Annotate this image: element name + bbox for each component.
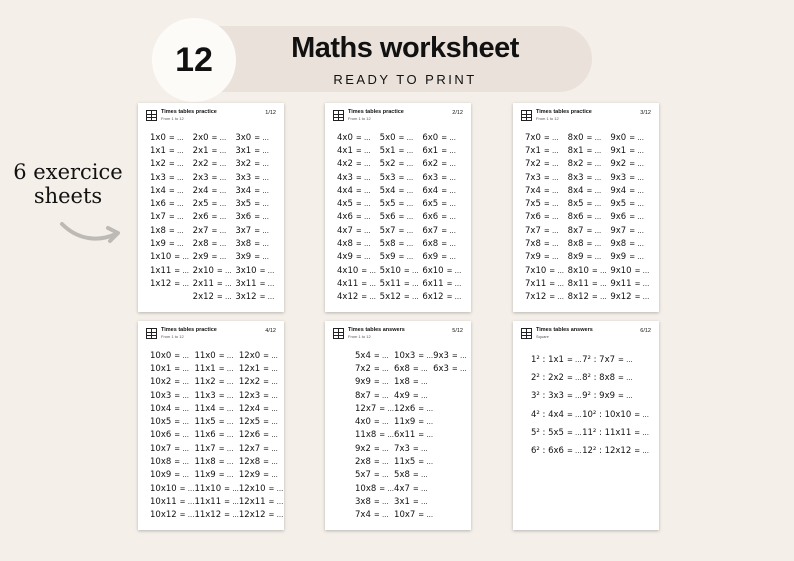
exercise-item: 9x4 = ... [610, 185, 644, 196]
exercise-item: 10x0 = ... [150, 350, 190, 361]
sheet-subtitle: From 1 to 12 [536, 116, 559, 121]
exercise-item: 9x12 = ... [610, 292, 650, 303]
exercise-item: 4x8 = ... [337, 239, 371, 250]
exercise-item: 5x8 = ... [379, 239, 414, 250]
exercise-item: 5² : 5x5 = ... [531, 427, 582, 438]
exercise-item: 12x4 = ... [238, 403, 278, 414]
sheet-page-number: 1/12 [265, 110, 276, 116]
exercise-item: 10x7 = ... [150, 443, 190, 454]
exercise-item: 4x0 = ... [337, 132, 371, 143]
sheet-title: Times tables answers [536, 327, 593, 333]
exercise-item: 3x5 = ... [235, 199, 269, 210]
exercise-item: 10x3 = ... [394, 350, 434, 361]
exercise-item: 3x10 = ... [235, 265, 275, 276]
exercise-item: 4² : 4x4 = ... [531, 409, 582, 420]
exercise-item: 7x2 = ... [525, 159, 559, 170]
exercise-item: 12x7 = ... [238, 443, 278, 454]
exercise-item: 12x8 = ... [238, 457, 278, 468]
exercise-item: 6x10 = ... [422, 265, 462, 276]
worksheet-sheet [325, 103, 471, 312]
exercise-item: 11x2 = ... [194, 377, 234, 388]
exercise-item: 3x0 = ... [235, 132, 269, 143]
exercise-item: 1x9 = ... [150, 239, 184, 250]
side-label: 6 exercice sheets [13, 160, 123, 208]
sheet-page-number: 2/12 [452, 110, 463, 116]
exercise-item: 5x6 = ... [379, 212, 414, 223]
exercise-item: 3x9 = ... [235, 252, 269, 263]
exercise-item: 6x9 = ... [422, 252, 456, 263]
exercise-item: 4x6 = ... [337, 212, 371, 223]
exercise-item: 7x11 = ... [525, 279, 565, 290]
exercise-item: 10x11 = ... [150, 497, 195, 508]
exercise-item: 12x6 = ... [238, 430, 278, 441]
exercise-item: 9x5 = ... [610, 199, 644, 210]
exercise-item: 6x1 = ... [422, 145, 456, 156]
exercise-item: 8x4 = ... [567, 185, 602, 196]
exercise-item: 3x1 = ... [235, 145, 269, 156]
exercise-item: 9x0 = ... [610, 132, 644, 143]
worksheet-sheet [513, 103, 659, 312]
exercise-item: 1x8 = ... [394, 377, 428, 388]
sheet-page-number: 3/12 [640, 110, 651, 116]
table-icon [521, 328, 532, 339]
exercise-item: 7x4 = ... [355, 510, 389, 521]
sheet-title: Times tables practice [348, 109, 404, 115]
sheet-title: Times tables practice [536, 109, 592, 115]
exercise-item: 2x12 = ... [192, 292, 232, 303]
exercise-item: 2x1 = ... [192, 145, 227, 156]
exercise-item: 5x4 = ... [355, 350, 389, 361]
exercise-item: 8x5 = ... [567, 199, 602, 210]
exercise-item: 2x0 = ... [192, 132, 227, 143]
exercise-item: 5x7 = ... [379, 225, 414, 236]
exercise-item: 11x5 = ... [394, 457, 434, 468]
exercise-item: 6x7 = ... [422, 225, 456, 236]
exercise-item: 3x1 = ... [394, 497, 428, 508]
exercise-item: 9x6 = ... [610, 212, 644, 223]
exercise-item: 7x2 = ... [355, 363, 389, 374]
exercise-grid [531, 351, 649, 460]
exercise-grid [150, 131, 278, 304]
exercise-item: 12x6 = ... [394, 403, 434, 414]
exercise-item: 4x4 = ... [337, 185, 371, 196]
sheet-subtitle: Square [536, 334, 549, 339]
exercise-item: 12x0 = ... [238, 350, 278, 361]
exercise-item: 7x10 = ... [525, 265, 565, 276]
exercise-item: 10x9 = ... [150, 470, 190, 481]
exercise-item: 10x7 = ... [394, 510, 434, 521]
worksheet-sheet [513, 321, 659, 530]
exercise-item: 12x1 = ... [238, 363, 278, 374]
exercise-item: 2x10 = ... [192, 265, 232, 276]
sheet-count: 12 [175, 40, 213, 79]
exercise-item: 2x3 = ... [192, 172, 227, 183]
exercise-item: 1x12 = ... [150, 279, 190, 290]
sheet-subtitle: From 1 to 12 [348, 116, 371, 121]
exercise-item: 4x0 = ... [355, 417, 389, 428]
exercise-item: 3x11 = ... [235, 279, 275, 290]
exercise-item: 1x3 = ... [150, 172, 184, 183]
table-icon [146, 110, 157, 121]
exercise-item: 5x9 = ... [379, 252, 414, 263]
exercise-item: 11x10 = ... [194, 483, 239, 494]
exercise-item: 3² : 3x3 = ... [531, 391, 582, 402]
exercise-item: 10x10 = ... [150, 483, 195, 494]
exercise-item: 4x7 = ... [394, 483, 428, 494]
exercise-item: 10x2 = ... [150, 377, 190, 388]
exercise-item: 11x1 = ... [194, 363, 234, 374]
exercise-item: 4x5 = ... [337, 199, 371, 210]
exercise-item: 10x3 = ... [150, 390, 190, 401]
exercise-item: 4x12 = ... [337, 292, 377, 303]
exercise-item: 11x6 = ... [194, 430, 234, 441]
exercise-item: 4x11 = ... [337, 279, 377, 290]
exercise-item: 9x9 = ... [355, 377, 389, 388]
exercise-item: 11x7 = ... [194, 443, 234, 454]
exercise-item: 11x4 = ... [194, 403, 234, 414]
exercise-item: 9x11 = ... [610, 279, 650, 290]
exercise-item: 2x2 = ... [192, 159, 227, 170]
worksheet-sheet [138, 103, 284, 312]
exercise-item: 11² : 11x11 = ... [582, 427, 649, 438]
exercise-item: 8x1 = ... [567, 145, 602, 156]
exercise-item: 5x0 = ... [379, 132, 414, 143]
exercise-item: 1x0 = ... [150, 132, 184, 143]
sheet-title: Times tables practice [161, 109, 217, 115]
exercise-item: 5x5 = ... [379, 199, 414, 210]
sheet-subtitle: From 1 to 12 [161, 334, 184, 339]
exercise-item: 3x8 = ... [235, 239, 269, 250]
exercise-item: 1x10 = ... [150, 252, 190, 263]
exercise-item: 12x2 = ... [238, 377, 278, 388]
exercise-item: 8x3 = ... [567, 172, 602, 183]
exercise-item: 10x6 = ... [150, 430, 190, 441]
exercise-item: 3x4 = ... [235, 185, 269, 196]
exercise-item: 6x12 = ... [422, 292, 462, 303]
exercise-item: 10x5 = ... [150, 417, 190, 428]
exercise-item: 12x9 = ... [238, 470, 278, 481]
exercise-item: 6x2 = ... [422, 159, 456, 170]
exercise-item: 1x8 = ... [150, 225, 184, 236]
table-icon [333, 110, 344, 121]
sheet-header [146, 109, 276, 127]
exercise-item: 7x0 = ... [525, 132, 559, 143]
exercise-item: 7x5 = ... [525, 199, 559, 210]
sheet-page-number: 4/12 [265, 328, 276, 334]
exercise-item: 1x11 = ... [150, 265, 190, 276]
exercise-item: 8x11 = ... [567, 279, 607, 290]
exercise-item: 4x3 = ... [337, 172, 371, 183]
exercise-item: 2x11 = ... [192, 279, 232, 290]
exercise-item: 5x8 = ... [394, 470, 428, 481]
exercise-item: 5x7 = ... [355, 470, 389, 481]
exercise-item: 1x4 = ... [150, 185, 184, 196]
exercise-item: 11x3 = ... [194, 390, 234, 401]
exercise-item: 11x8 = ... [355, 430, 395, 441]
exercise-item: 8x7 = ... [355, 390, 389, 401]
exercise-item: 9x10 = ... [610, 265, 650, 276]
exercise-item: 6x0 = ... [422, 132, 456, 143]
exercise-item: 10x1 = ... [150, 363, 190, 374]
exercise-grid [337, 131, 465, 304]
exercise-item: 8x6 = ... [567, 212, 602, 223]
exercise-item: 2x8 = ... [192, 239, 227, 250]
exercise-item: 6x8 = ... [422, 239, 456, 250]
exercise-item: 1x6 = ... [150, 199, 184, 210]
exercise-item: 8x12 = ... [567, 292, 607, 303]
sheet-header [333, 109, 463, 127]
exercise-item: 9² : 9x9 = ... [582, 391, 633, 402]
exercise-item: 3x8 = ... [355, 497, 389, 508]
exercise-item: 5x3 = ... [379, 172, 414, 183]
sheet-subtitle: From 1 to 12 [348, 334, 371, 339]
exercise-item: 1x2 = ... [150, 159, 184, 170]
exercise-item: 2² : 2x2 = ... [531, 373, 582, 384]
exercise-grid [355, 349, 467, 522]
exercise-item: 7x6 = ... [525, 212, 559, 223]
exercise-item: 12x3 = ... [238, 390, 278, 401]
exercise-item: 8² : 8x8 = ... [582, 373, 633, 384]
exercise-item: 7² : 7x7 = ... [582, 355, 633, 366]
exercise-item: 7x9 = ... [525, 252, 559, 263]
exercise-item: 6x11 = ... [422, 279, 462, 290]
exercise-item: 4x10 = ... [337, 265, 377, 276]
exercise-item: 9x2 = ... [610, 159, 644, 170]
exercise-item: 1² : 1x1 = ... [531, 355, 582, 366]
page-subtitle: READY TO PRINT [333, 72, 477, 87]
exercise-item: 9x7 = ... [610, 225, 644, 236]
worksheet-sheet [138, 321, 284, 530]
exercise-item: 3x2 = ... [235, 159, 269, 170]
sheet-header [521, 327, 651, 345]
exercise-item: 8x10 = ... [567, 265, 607, 276]
exercise-item: 7x3 = ... [525, 172, 559, 183]
exercise-grid [525, 131, 653, 304]
exercise-item: 12x7 = ... [355, 403, 395, 414]
exercise-item: 12x12 = ... [238, 510, 284, 521]
exercise-item: 6x4 = ... [422, 185, 456, 196]
sheet-header [333, 327, 463, 345]
exercise-item: 11x12 = ... [194, 510, 239, 521]
exercise-item: 3x12 = ... [235, 292, 275, 303]
exercise-item: 12x5 = ... [238, 417, 278, 428]
exercise-item: 3x3 = ... [235, 172, 269, 183]
exercise-item: 7x12 = ... [525, 292, 565, 303]
worksheet-sheet [325, 321, 471, 530]
sheet-page-number: 5/12 [452, 328, 463, 334]
exercise-item: 9x2 = ... [355, 443, 389, 454]
exercise-item: 10x8 = ... [355, 483, 395, 494]
table-icon [333, 328, 344, 339]
exercise-item: 12x11 = ... [238, 497, 284, 508]
exercise-item: 6x8 = ... [394, 363, 428, 374]
sheet-count-badge [152, 18, 236, 102]
exercise-item: 10² : 10x10 = ... [582, 409, 649, 420]
exercise-item: 6x3 = ... [422, 172, 456, 183]
sheet-header [521, 109, 651, 127]
exercise-item: 5x1 = ... [379, 145, 414, 156]
exercise-item: 4x7 = ... [337, 225, 371, 236]
exercise-item: 12x10 = ... [238, 483, 284, 494]
exercise-item: 5x10 = ... [379, 265, 419, 276]
exercise-item: 10x12 = ... [150, 510, 195, 521]
exercise-item: 11x11 = ... [194, 497, 239, 508]
exercise-item: 9x3 = ... [433, 350, 467, 361]
exercise-item: 11x0 = ... [194, 350, 234, 361]
exercise-item: 8x0 = ... [567, 132, 602, 143]
exercise-item: 6x6 = ... [422, 212, 456, 223]
exercise-item: 4x9 = ... [394, 390, 428, 401]
exercise-item: 7x1 = ... [525, 145, 559, 156]
sheet-subtitle: From 1 to 12 [161, 116, 184, 121]
sheet-title: Times tables answers [348, 327, 405, 333]
exercise-item: 12² : 12x12 = ... [582, 445, 649, 456]
exercise-item: 4x1 = ... [337, 145, 371, 156]
exercise-item: 2x6 = ... [192, 212, 227, 223]
exercise-item: 5x11 = ... [379, 279, 419, 290]
exercise-item: 7x3 = ... [394, 443, 428, 454]
exercise-item: 2x8 = ... [355, 457, 389, 468]
exercise-item: 8x9 = ... [567, 252, 602, 263]
exercise-item: 6x11 = ... [394, 430, 434, 441]
exercise-item: 11x9 = ... [394, 417, 434, 428]
exercise-item: 4x9 = ... [337, 252, 371, 263]
exercise-item: 5x4 = ... [379, 185, 414, 196]
exercise-item: 10x8 = ... [150, 457, 190, 468]
exercise-item: 6x5 = ... [422, 199, 456, 210]
exercise-item: 11x8 = ... [194, 457, 234, 468]
exercise-item: 7x8 = ... [525, 239, 559, 250]
exercise-item: 2x4 = ... [192, 185, 227, 196]
exercise-item: 3x7 = ... [235, 225, 269, 236]
exercise-item: 5x12 = ... [379, 292, 419, 303]
exercise-item: 9x1 = ... [610, 145, 644, 156]
exercise-item: 8x7 = ... [567, 225, 602, 236]
table-icon [521, 110, 532, 121]
exercise-item: 9x9 = ... [610, 252, 644, 263]
curved-arrow-icon [58, 218, 124, 246]
exercise-item: 9x8 = ... [610, 239, 644, 250]
exercise-item: 10x4 = ... [150, 403, 190, 414]
exercise-item: 8x8 = ... [567, 239, 602, 250]
exercise-item: 6² : 6x6 = ... [531, 445, 582, 456]
exercise-item: 6x3 = ... [433, 363, 467, 374]
sheet-title: Times tables practice [161, 327, 217, 333]
exercise-item: 4x2 = ... [337, 159, 371, 170]
exercise-item: 2x5 = ... [192, 199, 227, 210]
exercise-item: 1x7 = ... [150, 212, 184, 223]
exercise-item: 11x5 = ... [194, 417, 234, 428]
exercise-item: 7x7 = ... [525, 225, 559, 236]
exercise-item: 1x1 = ... [150, 145, 184, 156]
sheet-header [146, 327, 276, 345]
exercise-item: 9x3 = ... [610, 172, 644, 183]
table-icon [146, 328, 157, 339]
sheet-page-number: 6/12 [640, 328, 651, 334]
page-title: Maths worksheet [291, 32, 519, 64]
exercise-item: 2x7 = ... [192, 225, 227, 236]
exercise-item: 5x2 = ... [379, 159, 414, 170]
exercise-item: 3x6 = ... [235, 212, 269, 223]
exercise-grid [150, 349, 284, 522]
exercise-item: 8x2 = ... [567, 159, 602, 170]
exercise-item: 7x4 = ... [525, 185, 559, 196]
exercise-item: 11x9 = ... [194, 470, 234, 481]
exercise-item: 2x9 = ... [192, 252, 227, 263]
